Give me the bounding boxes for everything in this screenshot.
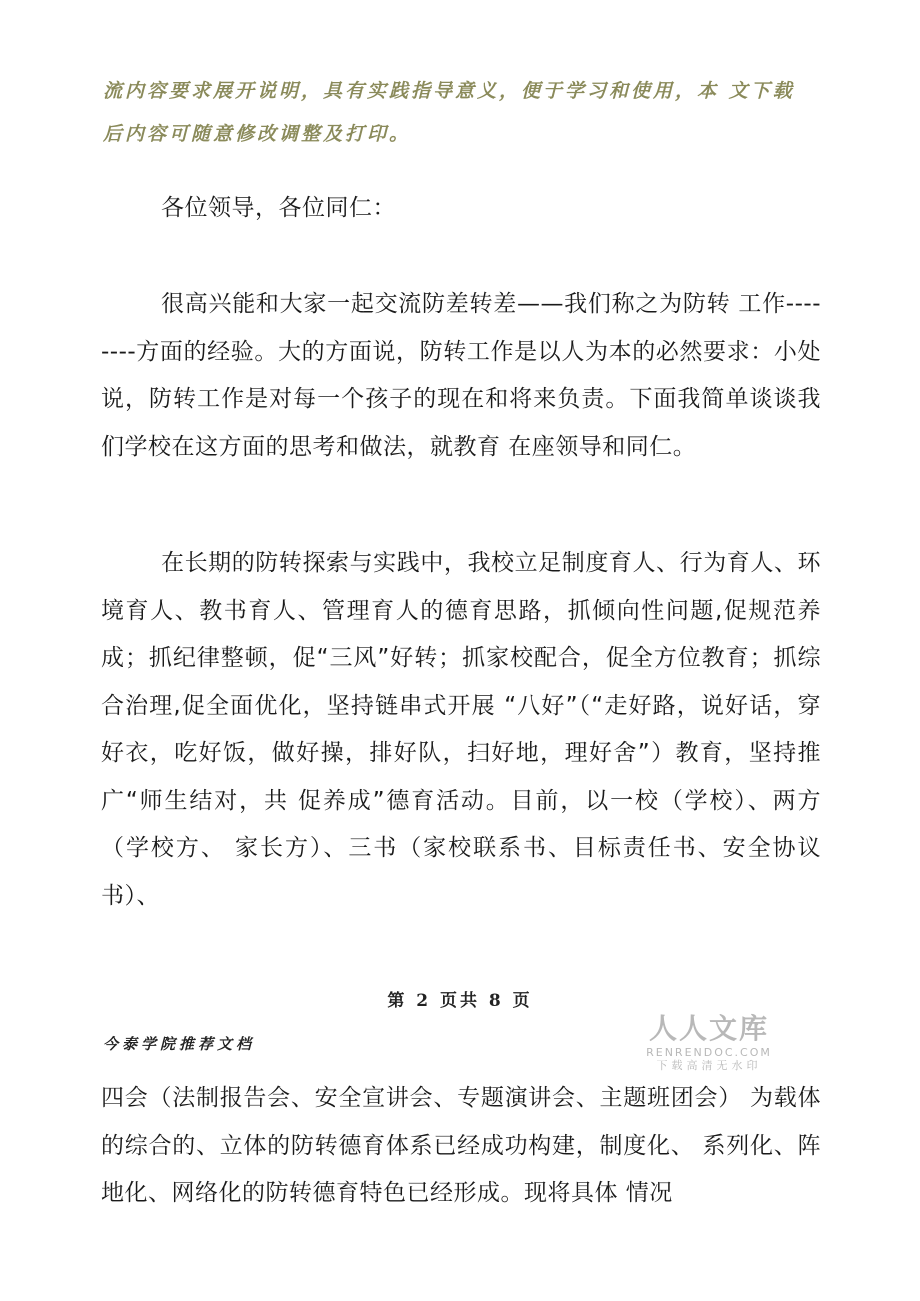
- paragraph-2: 在长期的防转探索与实践中，我校立足制度育人、行为育人、环境育人、教书育人、管理育人的德育思路，抓倾向性问题,促规范养成；抓纪律整顿，促“三风”好转；抓家校配合，促全方位教育；抓综合治理,促全面优化，坚持链串式开展 “八好”（“走好路，说好话，穿好衣，吃好饭，做好操，排好队，扫好地，理好舍”）教育，坚持推广“师生结对，共 促养成”德育活动。目前，以一校（学校）、两方（学校方、 家长方）、三书（家校联系书、目标责任书、安全协议书）、: [101, 550, 821, 909]
- paragraph-3: 四会（法制报告会、安全宣讲会、专题演讲会、主题班团会） 为载体的综合的、立体的防转德育体系已经成功构建，制度化、 系列化、阵地化、网络化的防转德育特色已经形成。现将具体 情况: [101, 1085, 821, 1206]
- watermark-url: RENRENDOC.COM: [646, 1046, 772, 1059]
- intro-line-2: 后内容可随意修改调整及打印。: [103, 123, 412, 145]
- watermark-title: 人人文库: [648, 1012, 769, 1045]
- paragraph-1: 很高兴能和大家一起交流防差转差——我们称之为防转 工作--------方面的经验。大的方面说，防转工作是以人为本的必然要求：小处说，防转工作是对每一个孩子的现在和将来负责。下面我简单谈谈我们学校在这方面的思考和做法，就教育 在座领导和同仁。: [101, 291, 821, 460]
- page-number: 第 2 页共 8 页: [387, 991, 533, 1011]
- intro-note: [103, 70, 823, 156]
- greeting: 各位领导，各位同仁：: [161, 195, 396, 221]
- watermark-logo: [646, 1012, 772, 1072]
- recommendation-label: 今泰学院推荐文档: [103, 1035, 256, 1053]
- watermark-subtitle: 下载高清无水印: [656, 1059, 762, 1072]
- intro-line-1: 流内容要求展开说明，具有实践指导意义，便于学习和使用，本 文下载: [103, 80, 795, 102]
